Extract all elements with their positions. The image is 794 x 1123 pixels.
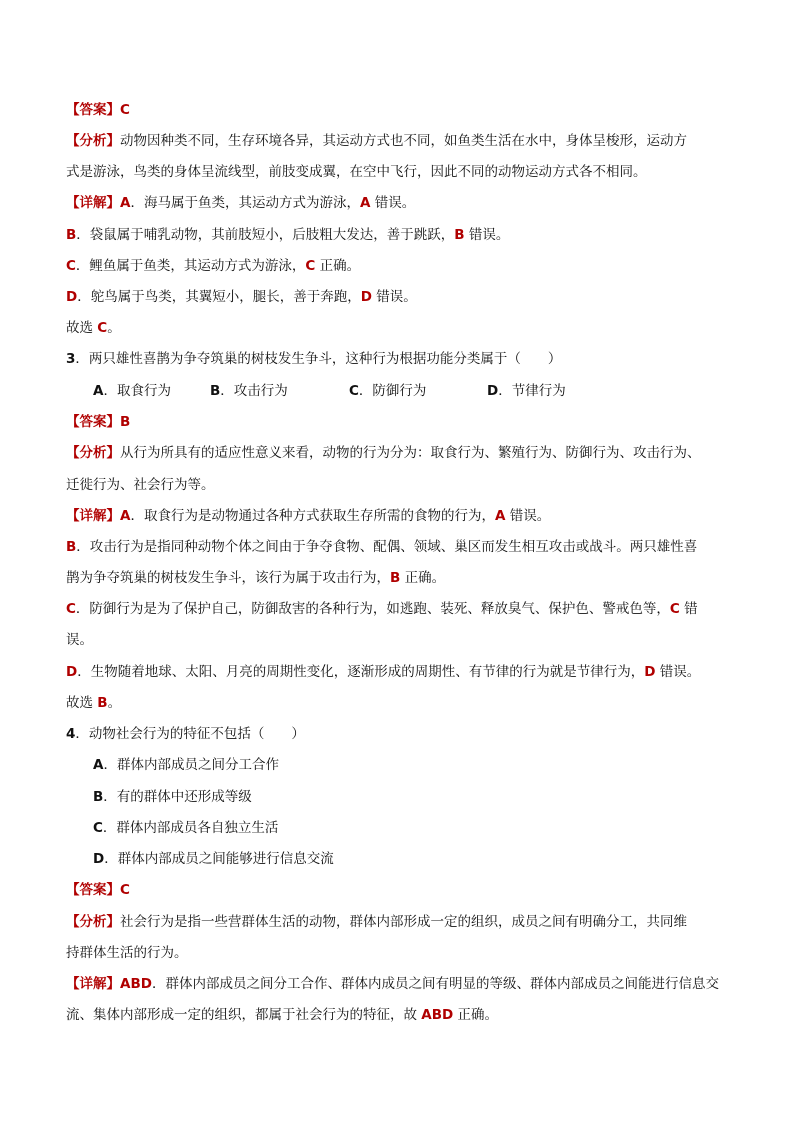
option-letter: B: [210, 383, 221, 399]
question-number: 4: [66, 726, 76, 742]
q3-option-b: [210, 382, 288, 400]
analysis-tag: 【分析】: [66, 133, 120, 149]
q2-conclusion: [66, 319, 121, 337]
answer-value: B: [120, 414, 131, 430]
answer-tag: 【答案】: [66, 882, 120, 898]
option-mark: A: [359, 195, 371, 211]
q4-option-c: [93, 819, 278, 837]
option-text: ．节律行为: [498, 383, 566, 399]
option-mark: A: [494, 508, 506, 524]
conclusion-end: 。: [107, 320, 121, 336]
verdict: 错: [679, 601, 698, 617]
question-stem: ．两只雄性喜鹊为争夺筑巢的树枝发生争斗，这种行为根据功能分类属于（ ）: [75, 351, 562, 367]
question-number: 3: [66, 351, 76, 367]
option-letter: D: [66, 664, 78, 680]
q3-option-a: [93, 382, 171, 400]
answer-tag: 【答案】: [66, 414, 120, 430]
analysis-tag: 【分析】: [66, 445, 120, 461]
q3-option-d: [487, 382, 566, 400]
q3-analysis-line-1: [66, 444, 701, 462]
verdict: 错误。: [464, 227, 510, 243]
detail-text: ．攻击行为是指同种动物个体之间由于争夺食物、配偶、领域、巢区而发生相互攻击或战斗。两只雄性喜: [76, 539, 698, 555]
question-stem: ．动物社会行为的特征不包括（ ）: [75, 726, 305, 742]
option-letter: B: [66, 227, 77, 243]
q3-detail-b-line-1: [66, 538, 697, 556]
q3-detail-b-line-2: [66, 569, 445, 587]
q3-answer-line: [66, 413, 130, 431]
option-mark: B: [390, 570, 401, 586]
q2-detail-a: [66, 194, 415, 212]
q4-detail-line-2: [66, 1006, 498, 1024]
analysis-text: 式是游泳，鸟类的身体呈流线型，前肢变成翼，在空中飞行，因此不同的动物运动方式各不相同。: [66, 164, 647, 180]
q3-detail-a: [66, 507, 550, 525]
verdict: 正确。: [400, 570, 446, 586]
detail-tag: 【详解】: [66, 976, 120, 992]
q3-detail-c-line-2: [66, 631, 93, 649]
option-text: ．取食行为: [103, 383, 171, 399]
option-text: ．有的群体中还形成等级: [103, 789, 252, 805]
q2-detail-b: [66, 226, 509, 244]
analysis-tag: 【分析】: [66, 914, 120, 930]
detail-text: ．防御行为是为了保护自己，防御敌害的各种行为，如逃跑、装死、释放臭气、保护色、警戒色等，: [75, 601, 670, 617]
q4-stem: [66, 725, 305, 743]
q2-analysis-line-2: [66, 163, 647, 181]
verdict: 错误。: [655, 664, 701, 680]
q2-detail-c: [66, 257, 360, 275]
detail-text: ．鲤鱼属于鱼类，其运动方式为游泳，: [75, 258, 306, 274]
option-letter: D: [93, 851, 105, 867]
detail-tag: 【详解】: [66, 508, 120, 524]
option-mark: D: [644, 664, 656, 680]
detail-text: 流、集体内部形成一定的组织，都属于社会行为的特征，故: [66, 1007, 422, 1023]
option-mark: ABD: [421, 1007, 454, 1023]
conclusion-value: B: [97, 695, 108, 711]
option-letter: C: [66, 258, 76, 274]
analysis-text: 迁徙行为、社会行为等。: [66, 477, 215, 493]
q3-analysis-line-2: [66, 476, 215, 494]
option-letter: A: [120, 195, 131, 211]
q4-analysis-line-1: [66, 913, 687, 931]
option-text: ．群体内部成员之间能够进行信息交流: [104, 851, 334, 867]
option-letter: A: [93, 757, 104, 773]
option-text: ．防御行为: [358, 383, 427, 399]
analysis-text: 社会行为是指一些营群体生活的动物，群体内部形成一定的组织，成员之间有明确分工，共同维: [120, 914, 687, 930]
q2-detail-d: [66, 288, 417, 306]
answer-value: C: [120, 102, 130, 118]
analysis-text: 持群体生活的行为。: [66, 945, 188, 961]
analysis-text: 从行为所具有的适应性意义来看，动物的行为分为：取食行为、繁殖行为、防御行为、攻击行为、: [120, 445, 701, 461]
conclusion-value: C: [97, 320, 108, 336]
answer-value: C: [120, 882, 130, 898]
q3-detail-c-line-1: [66, 600, 698, 618]
option-letters: ABD: [120, 976, 152, 992]
conclusion-text: 故选: [66, 320, 98, 336]
detail-text: ．生物随着地球、太阳、月亮的周期性变化，逐渐形成的周期性、有节律的行为就是节律行为，: [77, 664, 645, 680]
q3-option-c: [349, 382, 426, 400]
q3-detail-d: [66, 663, 700, 681]
option-letter: C: [93, 820, 103, 836]
option-letter: A: [93, 383, 104, 399]
verdict: 错误。: [370, 195, 416, 211]
detail-tag: 【详解】: [66, 195, 120, 211]
option-text: ．群体内部成员各自独立生活: [102, 820, 279, 836]
option-letter: B: [66, 539, 77, 555]
q4-option-a: [93, 756, 279, 774]
option-letter: C: [66, 601, 76, 617]
verdict: 错误。: [505, 508, 551, 524]
answer-tag: 【答案】: [66, 102, 120, 118]
option-letter: B: [93, 789, 104, 805]
q4-option-b: [93, 788, 252, 806]
option-letter: C: [349, 383, 359, 399]
q3-stem: [66, 350, 561, 368]
q4-option-d: [93, 850, 334, 868]
option-mark: C: [669, 601, 680, 617]
detail-text: ．海马属于鱼类，其运动方式为游泳，: [130, 195, 360, 211]
verdict: 正确。: [453, 1007, 499, 1023]
q4-detail-line-1: [66, 975, 719, 993]
option-letter: D: [66, 289, 78, 305]
conclusion-text: 故选: [66, 695, 98, 711]
option-mark: D: [360, 289, 372, 305]
q4-answer-line: [66, 881, 130, 899]
detail-text: 鹊为争夺筑巢的树枝发生争斗，该行为属于攻击行为，: [66, 570, 390, 586]
detail-text: ．袋鼠属于哺乳动物，其前肢短小，后肢粗大发达，善于跳跃，: [76, 227, 455, 243]
q2-analysis-line-1: [66, 132, 687, 150]
detail-text: ．取食行为是动物通过各种方式获取生存所需的食物的行为，: [130, 508, 495, 524]
verdict: 错误。: [371, 289, 417, 305]
analysis-text: 动物因种类不同，生存环境各异，其运动方式也不同，如鱼类生活在水中，身体呈梭形，运动方: [120, 133, 687, 149]
option-mark: C: [305, 258, 316, 274]
detail-text: ．鸵鸟属于鸟类，其翼短小，腿长，善于奔跑，: [77, 289, 361, 305]
option-letter: D: [487, 383, 499, 399]
conclusion-end: 。: [107, 695, 122, 711]
q3-conclusion: [66, 694, 121, 712]
q2-answer-line: [66, 101, 130, 119]
option-text: ．群体内部成员之间分工合作: [103, 757, 279, 773]
option-letter: A: [120, 508, 131, 524]
detail-text: ．群体内部成员之间分工合作、群体内成员之间有明显的等级、群体内部成员之间能进行信息交: [151, 976, 719, 992]
verdict: 正确。: [315, 258, 361, 274]
option-mark: B: [454, 227, 465, 243]
q4-analysis-line-2: [66, 944, 188, 962]
verdict: 误。: [66, 632, 93, 648]
option-text: ．攻击行为: [220, 383, 288, 399]
